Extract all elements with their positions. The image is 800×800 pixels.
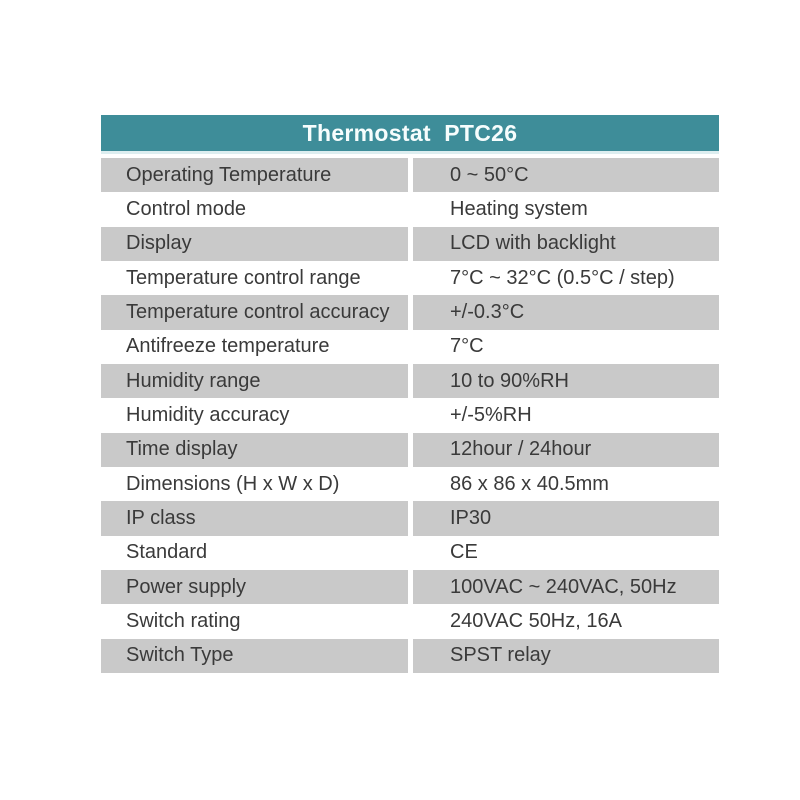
table-title: Thermostat PTC26 (302, 119, 518, 146)
table-row (101, 192, 719, 226)
spec-label: Control mode (101, 192, 408, 226)
spec-label: Switch Type (101, 639, 408, 673)
spec-label: Power supply (101, 570, 408, 604)
spec-value: 7°C (413, 330, 719, 364)
table-row (101, 398, 719, 432)
spec-value: 86 x 86 x 40.5mm (413, 467, 719, 501)
spec-label: Operating Temperature (101, 158, 408, 192)
spec-label: Time display (101, 433, 408, 467)
spec-value: 100VAC ~ 240VAC, 50Hz (413, 570, 719, 604)
spec-value: 12hour / 24hour (413, 433, 719, 467)
table-header (101, 115, 719, 151)
spec-value: +/-0.3°C (413, 295, 719, 329)
table-row (101, 604, 719, 638)
spec-value: IP30 (413, 501, 719, 535)
spec-label: Standard (101, 536, 408, 570)
spec-label: Temperature control accuracy (101, 295, 408, 329)
table-row (101, 330, 719, 364)
spec-label: Dimensions (H x W x D) (101, 467, 408, 501)
table-row (101, 639, 719, 673)
table-row (101, 536, 719, 570)
table-row (101, 364, 719, 398)
table-row (101, 467, 719, 501)
spec-value: Heating system (413, 192, 719, 226)
spec-value: SPST relay (413, 639, 719, 673)
spec-label: Temperature control range (101, 261, 408, 295)
spec-value: 0 ~ 50°C (413, 158, 719, 192)
spec-label: Display (101, 227, 408, 261)
table-rows (101, 158, 719, 673)
spec-label: Humidity accuracy (101, 398, 408, 432)
table-row (101, 227, 719, 261)
spec-value: +/-5%RH (413, 398, 719, 432)
table-row (101, 158, 719, 192)
spec-label: Humidity range (101, 364, 408, 398)
spec-value: 10 to 90%RH (413, 364, 719, 398)
spec-label: Antifreeze temperature (101, 330, 408, 364)
table-row (101, 433, 719, 467)
spec-value: LCD with backlight (413, 227, 719, 261)
spec-value: CE (413, 536, 719, 570)
spec-table (101, 115, 719, 673)
spec-label: Switch rating (101, 604, 408, 638)
table-row (101, 570, 719, 604)
table-row (101, 261, 719, 295)
table-row (101, 501, 719, 535)
spec-value: 7°C ~ 32°C (0.5°C / step) (413, 261, 719, 295)
table-row (101, 295, 719, 329)
spec-label: IP class (101, 501, 408, 535)
spec-value: 240VAC 50Hz, 16A (413, 604, 719, 638)
